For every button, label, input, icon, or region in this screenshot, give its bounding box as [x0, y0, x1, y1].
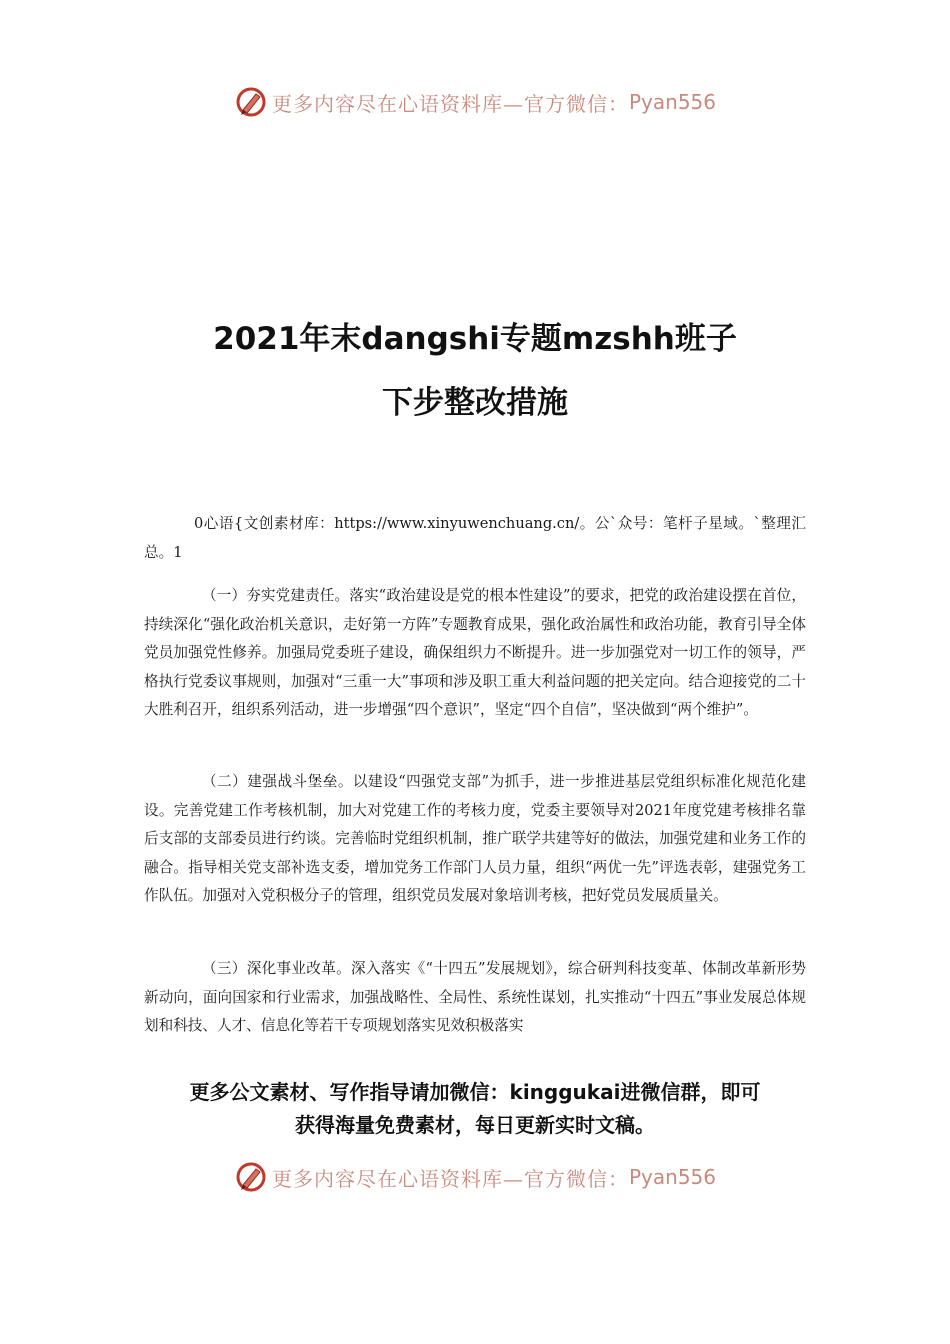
document-title-line-2: 下步整改措施	[382, 385, 568, 421]
promo-line-2: 获得海量免费素材，每日更新实时文稿。	[295, 1113, 655, 1137]
pen-logo-icon	[234, 85, 268, 119]
footer-banner-wechat-id: Pyan556	[628, 1165, 716, 1189]
header-banner-wechat-id: Pyan556	[628, 90, 716, 114]
footer-banner-text: 更多内容尽在心语资料库—官方微信：	[271, 1166, 629, 1191]
paragraph-3: （三）深化事业改革。深入落实《“十四五”发展规划》，综合研判科技变革、体制改革新形势新动向，面向国家和行业需求，加强战略性、全局性、系统性谋划，扎实推动“十四五”事业发展总体规划和科技、人才、信息化等若干专项规划落实见效积极落实	[144, 960, 806, 1035]
paragraph-2: （二）建强战斗堡垒。以建设“四强党支部”为抓手，进一步推进基层党组织标准化规范化建设。完善党建工作考核机制，加大对党建工作的考核力度，党委主要领导对2021年度党建考核排名靠后支部的支部委员进行约谈。完善临时党组织机制，推广联学共建等好的做法，加强党建和业务工作的融合。指导相关党支部补选支委，增加党务工作部门人员力量，组织“两优一先”评选表彰，建强党务工作队伍。加强对入党积极分子的管理，组织党员发展对象培训考核，把好党员发展质量关。	[144, 773, 806, 905]
header-watermark-banner	[0, 82, 950, 122]
promo-notice	[0, 1076, 950, 1142]
pen-logo-icon	[234, 1160, 268, 1194]
paragraph-1: （一）夯实党建责任。落实“政治建设是党的根本性建设”的要求，把党的政治建设摆在首位，持续深化“强化政治机关意识，走好第一方阵”专题教育成果，强化政治属性和政治功能，教育引导全体党员加强党性修养。加强局党委班子建设，确保组织力不断提升。进一步加强党对一切工作的领导，严格执行党委议事规则，加强对“三重一大”事项和涉及职工重大利益问题的把关定向。结合迎接党的二十大胜利召开，组织系列活动，进一步增强“四个意识”，坚定“四个自信”，坚决做到“两个维护”。	[144, 587, 806, 719]
document-title-line-1: 2021年末dangshi专题mzshh班子	[213, 321, 737, 357]
footer-watermark-banner	[0, 1157, 950, 1197]
promo-line-1: 更多公文素材、写作指导请加微信：kinggukai进微信群，即可	[189, 1080, 761, 1104]
source-note: 0心语{文创素材库：https://www.xinyuwenchuang.cn/。公`众号：笔杆子星域。`整理汇总。1	[144, 515, 806, 561]
header-banner-text: 更多内容尽在心语资料库—官方微信：	[271, 91, 629, 116]
